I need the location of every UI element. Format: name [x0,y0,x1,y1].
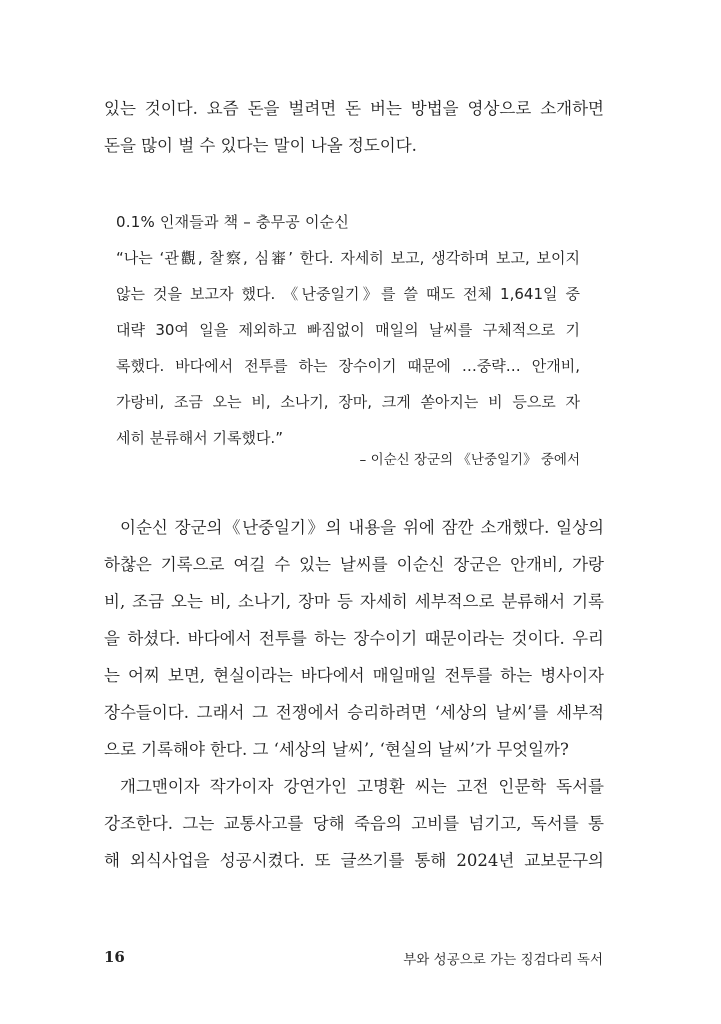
quote-source: – 이순신 장군의 《난중일기》 중에서 [359,452,580,468]
page-number: 16 [104,948,125,966]
quote-heading: 0.1% 인재들과 책 – 충무공 이순신 [116,213,350,231]
quote-line: 대략 30여 일을 제외하고 빠짐없이 매일의 날씨를 구체적으로 기 [116,321,580,339]
text-line: 개그맨이자 작가이자 강연가인 고명환 씨는 고전 인문학 독서를 [120,777,604,796]
text-line: 장수들이다. 그래서 그 전쟁에서 승리하려면 ‘세상의 날씨’를 세부적 [104,703,604,722]
text-line: 는 어찌 보면, 현실이라는 바다에서 매일매일 전투를 하는 병사이자 [104,666,604,685]
quote-line: “나는 ‘관觀, 찰察, 심審’ 한다. 자세히 보고, 생각하며 보고, 보이지 [116,249,580,267]
quote-block [116,204,580,456]
text-line: 으로 기록해야 한다. 그 ‘세상의 날씨’, ‘현실의 날씨’가 무엇일까? [104,740,569,759]
text-line: 해 외식사업을 성공시켰다. 또 글쓰기를 통해 2024년 교보문구의 [104,851,604,870]
intro-paragraph [104,90,604,164]
quote-line: 않는 것을 보고자 했다. 《난중일기》를 쓸 때도 전체 1,641일 중 [116,285,580,303]
text-line: 하찮은 기록으로 여길 수 있는 날씨를 이순신 장군은 안개비, 가랑 [104,555,604,574]
text-line: 비, 조금 오는 비, 소나기, 장마 등 자세히 세부적으로 분류해서 기록 [104,592,604,611]
text-line: 돈을 많이 벌 수 있다는 말이 나올 정도이다. [104,136,417,155]
quote-line: 록했다. 바다에서 전투를 하는 장수이기 때문에 …중략… 안개비, [116,357,580,375]
text-line: 강조한다. 그는 교통사고를 당해 죽음의 고비를 넘기고, 독서를 통 [104,814,604,833]
quote-line: 세히 분류해서 기록했다.” [116,429,283,447]
text-line: 이순신 장군의《난중일기》의 내용을 위에 잠깐 소개했다. 일상의 [120,518,604,537]
text-line: 있는 것이다. 요즘 돈을 벌려면 돈 버는 방법을 영상으로 소개하면 [104,99,604,118]
text-line: 을 하셨다. 바다에서 전투를 하는 장수이기 때문이라는 것이다. 우리 [104,629,604,648]
body-paragraphs [104,509,604,879]
book-title: 부와 성공으로 가는 징검다리 독서 [403,952,603,968]
quote-line: 가랑비, 조금 오는 비, 소나기, 장마, 크게 쏟아지는 비 등으로 자 [116,393,580,411]
